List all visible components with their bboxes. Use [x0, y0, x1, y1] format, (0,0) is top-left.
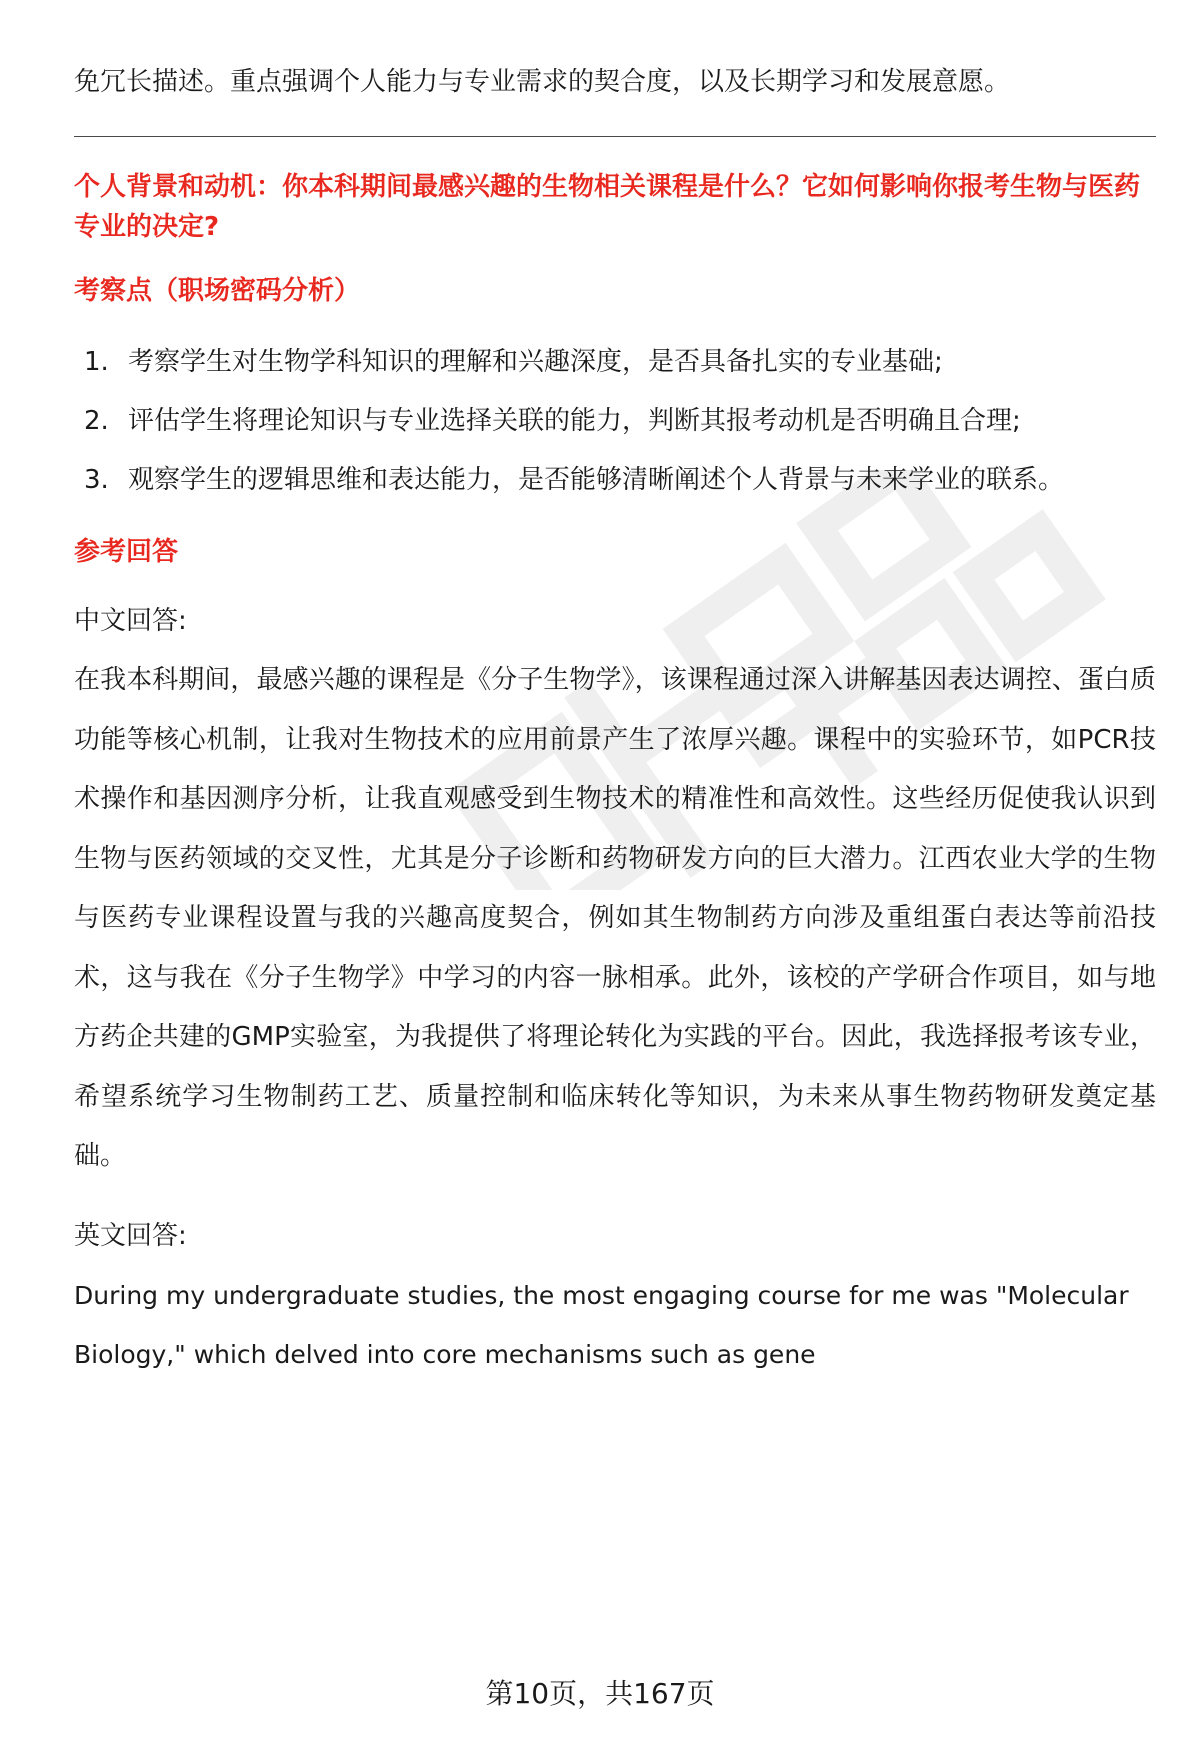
document-page	[74, 58, 1156, 1385]
english-answer-text: During my undergraduate studies, the most engaging course for me was "Molecular Biology," which delved into core mechanisms such as gene	[74, 1280, 1129, 1369]
analysis-point-3	[74, 451, 1156, 510]
section-divider	[74, 136, 1156, 137]
intro-line: 免冗长描述。重点强调个人能力与专业需求的契合度，以及长期学习和发展意愿。	[74, 67, 1011, 97]
point-text: 观察学生的逻辑思维和表达能力，是否能够清晰阐述个人背景与未来学业的联系。	[128, 465, 1065, 495]
point-number: 2.	[84, 406, 109, 436]
analysis-points	[74, 333, 1156, 510]
chinese-answer-text: 在我本科期间，最感兴趣的课程是《分子生物学》，该课程通过深入讲解基因表达调控、蛋白质功能等核心机制，让我对生物技术的应用前景产生了浓厚兴趣。课程中的实验环节，如PCR技术操作和基因测序分析，让我直观感受到生物技术的精准性和高效性。这些经历促使我认识到生物与医药领域的交叉性，尤其是分子诊断和药物研发方向的巨大潜力。江西农业大学的生物与医药专业课程设置与我的兴趣高度契合，例如其生物制药方向涉及重组蛋白表达等前沿技术，这与我在《分子生物学》中学习的内容一脉相承。此外，该校的产学研合作项目，如与地方药企共建的GMP实验室，为我提供了将理论转化为实践的平台。因此，我选择报考该专业，希望系统学习生物制药工艺、质量控制和临床转化等知识，为未来从事生物药物研发奠定基础。	[74, 665, 1156, 1171]
analysis-point-2	[74, 392, 1156, 451]
point-text: 评估学生将理论知识与专业选择关联的能力，判断其报考动机是否明确且合理;	[128, 406, 1021, 436]
analysis-title: 考察点（职场密码分析）	[74, 276, 361, 306]
chinese-answer-label: 中文回答:	[74, 606, 187, 636]
question-heading: 个人背景和动机：你本科期间最感兴趣的生物相关课程是什么？它如何影响你报考生物与医药专业的决定?	[74, 172, 1141, 242]
point-number: 3.	[84, 465, 109, 495]
answer-title: 参考回答	[74, 537, 179, 567]
english-answer-label: 英文回答:	[74, 1220, 187, 1251]
point-text: 考察学生对生物学科知识的理解和兴趣深度，是否具备扎实的专业基础;	[128, 347, 943, 377]
analysis-point-1	[74, 333, 1156, 392]
point-number: 1.	[84, 347, 109, 377]
page-footer: 第10页，共167页	[485, 1677, 715, 1710]
